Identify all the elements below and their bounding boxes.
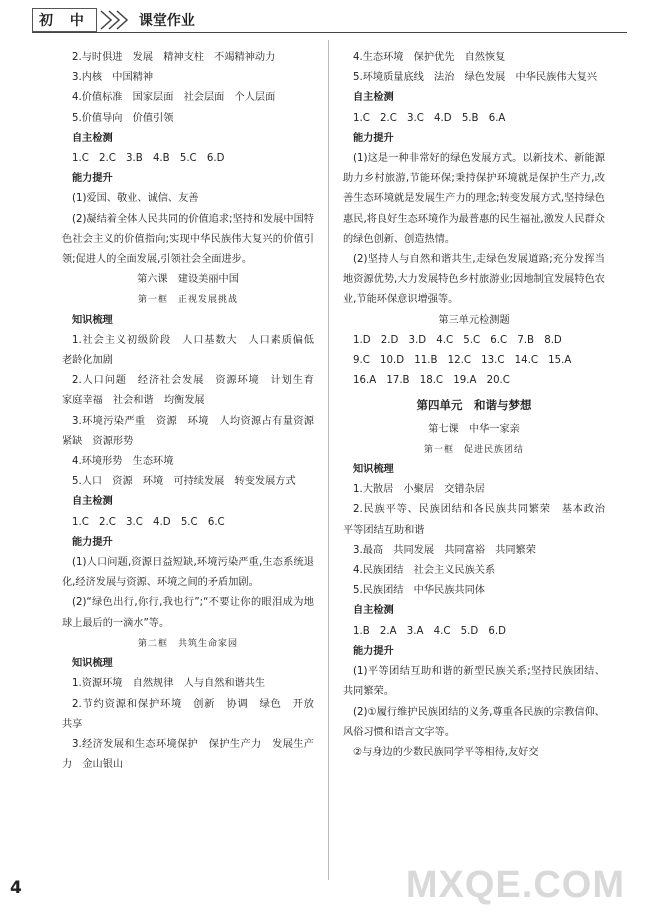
answer-line: 4.生态环境 保护优先 自然恢复 [353,52,506,63]
answer-line: 4.民族团结 社会主义民族关系 [353,565,496,577]
section-heading: 知识梳理 [72,314,113,326]
section-heading: 自主检测 [72,132,113,144]
answer-line: 1.社会主义初级阶段 人口基数大 人口素质偏低 老龄化加剧 [62,334,325,367]
section-heading: 自主检测 [353,92,394,104]
lesson-title: 第七课 中华一家亲 [428,423,520,435]
answer-line: 1.大散居 小聚居 交错杂居 [353,484,485,496]
section-heading: 能力提升 [72,536,113,548]
right-column [343,48,616,763]
left-column [62,48,325,775]
frame-title: 第二框 共筑生命家园 [137,638,238,649]
answer-line: 1.C 2.C 3.C 4.D 5.B 6.A [353,112,506,124]
answer-line: ②与身边的少数民族同学平等相待,友好交 [353,746,539,758]
section-heading: 知识梳理 [72,658,113,670]
answer-line: 1.C 2.C 3.B 4.B 5.C 6.D [72,153,225,165]
answer-line: 2.人口问题 经济社会发展 资源环境 计划生育 家庭幸福 社会和谐 均衡发展 [62,375,325,407]
section-heading: 自主检测 [353,605,394,617]
answer-line: (2)凝结着全体人民共同的价值追求;坚持和发展中国特色社会主义的价值指向;实现中华民族伟大复兴的价值引领;促进人的全面发展,引领社会全面进步。 [62,213,314,266]
header-rule [32,32,627,33]
answer-line: (2)“绿色出行,你行,我也行”;“不要让你的眼泪成为地球上最后的一滴水”等。 [62,597,314,629]
answer-line: 1.D 2.D 3.D 4.C 5.C 6.C 7.B 8.D [353,334,562,346]
frame-title: 第一框 正视发展挑战 [137,295,238,306]
answer-line: (1)这是一种非常好的绿色发展方式。以新技术、新能源助力乡村旅游,节能环保;秉持保护环境就是保护生产力,改善生态环境就是发展生产力的理念;转变发展方式,坚持绿色惠民,将良好生态环境作为最普惠的民生福祉,激发人民群众的绿色创新、创造热情。 [343,153,605,245]
answer-line: 4.环境形势 生态环境 [72,456,174,468]
unit-title: 第四单元 和谐与梦想 [416,398,532,413]
answer-line: 2.节约资源和保护环境 创新 协调 绿色 开放 共享 [62,698,325,730]
lesson-title: 第三单元检测题 [438,314,510,326]
answer-line: 16.A 17.B 18.C 19.A 20.C [353,375,510,387]
watermark-logo: MXQE.COM [405,864,625,906]
answer-line: (1)人口问题,资源日益短缺,环境污染严重,生态系统退化,经济发展与资源、环境之间的矛盾加剧。 [62,557,314,589]
answer-line: (2)坚持人与自然和谐共生,走绿色发展道路;充分发挥当地资源优势,大力发展特色乡村旅游业;因地制宜发展特色农业,节能环保意识增强等。 [343,254,605,306]
answer-line: 5.价值导向 价值引领 [72,112,174,124]
section-heading: 能力提升 [353,132,394,144]
answer-line: 9.C 10.D 11.B 12.C 13.C 14.C 15.A [353,355,572,367]
answer-line: 2.民族平等、民族团结和各民族共同繁荣 基本政治 平等团结互助和谐 [343,504,616,536]
grade-badge: 初 中 [32,8,97,32]
answer-line: (1)平等团结互助和谐的新型民族关系;坚持民族团结、共同繁荣。 [343,666,605,698]
answer-line: 1.B 2.A 3.A 4.C 5.D 6.D [353,625,506,637]
answer-line: 5.人口 资源 环境 可持续发展 转变发展方式 [72,476,296,488]
answer-line: 4.价值标准 国家层面 社会层面 个人层面 [72,92,276,104]
answer-line: (1)爱国、敬业、诚信、友善 [72,193,199,205]
answer-line: 5.民族团结 中华民族共同体 [353,585,485,597]
chevron-icon [97,9,137,31]
answer-line: 3.经济发展和生态环境保护 保护生产力 发展生产力 金山银山 [62,738,314,771]
answer-line: 1.C 2.C 3.C 4.D 5.C 6.C [72,516,225,528]
answer-line: 1.资源环境 自然规律 人与自然和谐共生 [72,678,266,690]
answer-line: 2.与时俱进 发展 精神支柱 不竭精神动力 [72,52,276,63]
answer-line: 3.环境污染严重 资源 环境 人均资源占有量资源紧缺 资源形势 [62,415,314,447]
section-heading: 知识梳理 [353,464,394,476]
page-number: 4 [10,878,22,898]
column-divider [328,40,329,880]
section-heading: 能力提升 [353,645,394,657]
answer-line: (2)①履行维护民族团结的义务,尊重各民族的宗教信仰、风俗习惯和语言文字等。 [343,706,605,738]
lesson-title: 第六课 建设美丽中国 [137,274,239,286]
section-heading: 能力提升 [72,173,113,185]
frame-title: 第一框 促进民族团结 [423,444,524,455]
answer-line: 3.内核 中国精神 [72,72,154,84]
answer-line: 3.最高 共同发展 共同富裕 共同繁荣 [353,544,536,556]
section-heading: 自主检测 [72,496,113,508]
header-title: 课堂作业 [138,13,195,29]
answer-line: 5.环境质量底线 法治 绿色发展 中华民族伟大复兴 [353,72,598,84]
